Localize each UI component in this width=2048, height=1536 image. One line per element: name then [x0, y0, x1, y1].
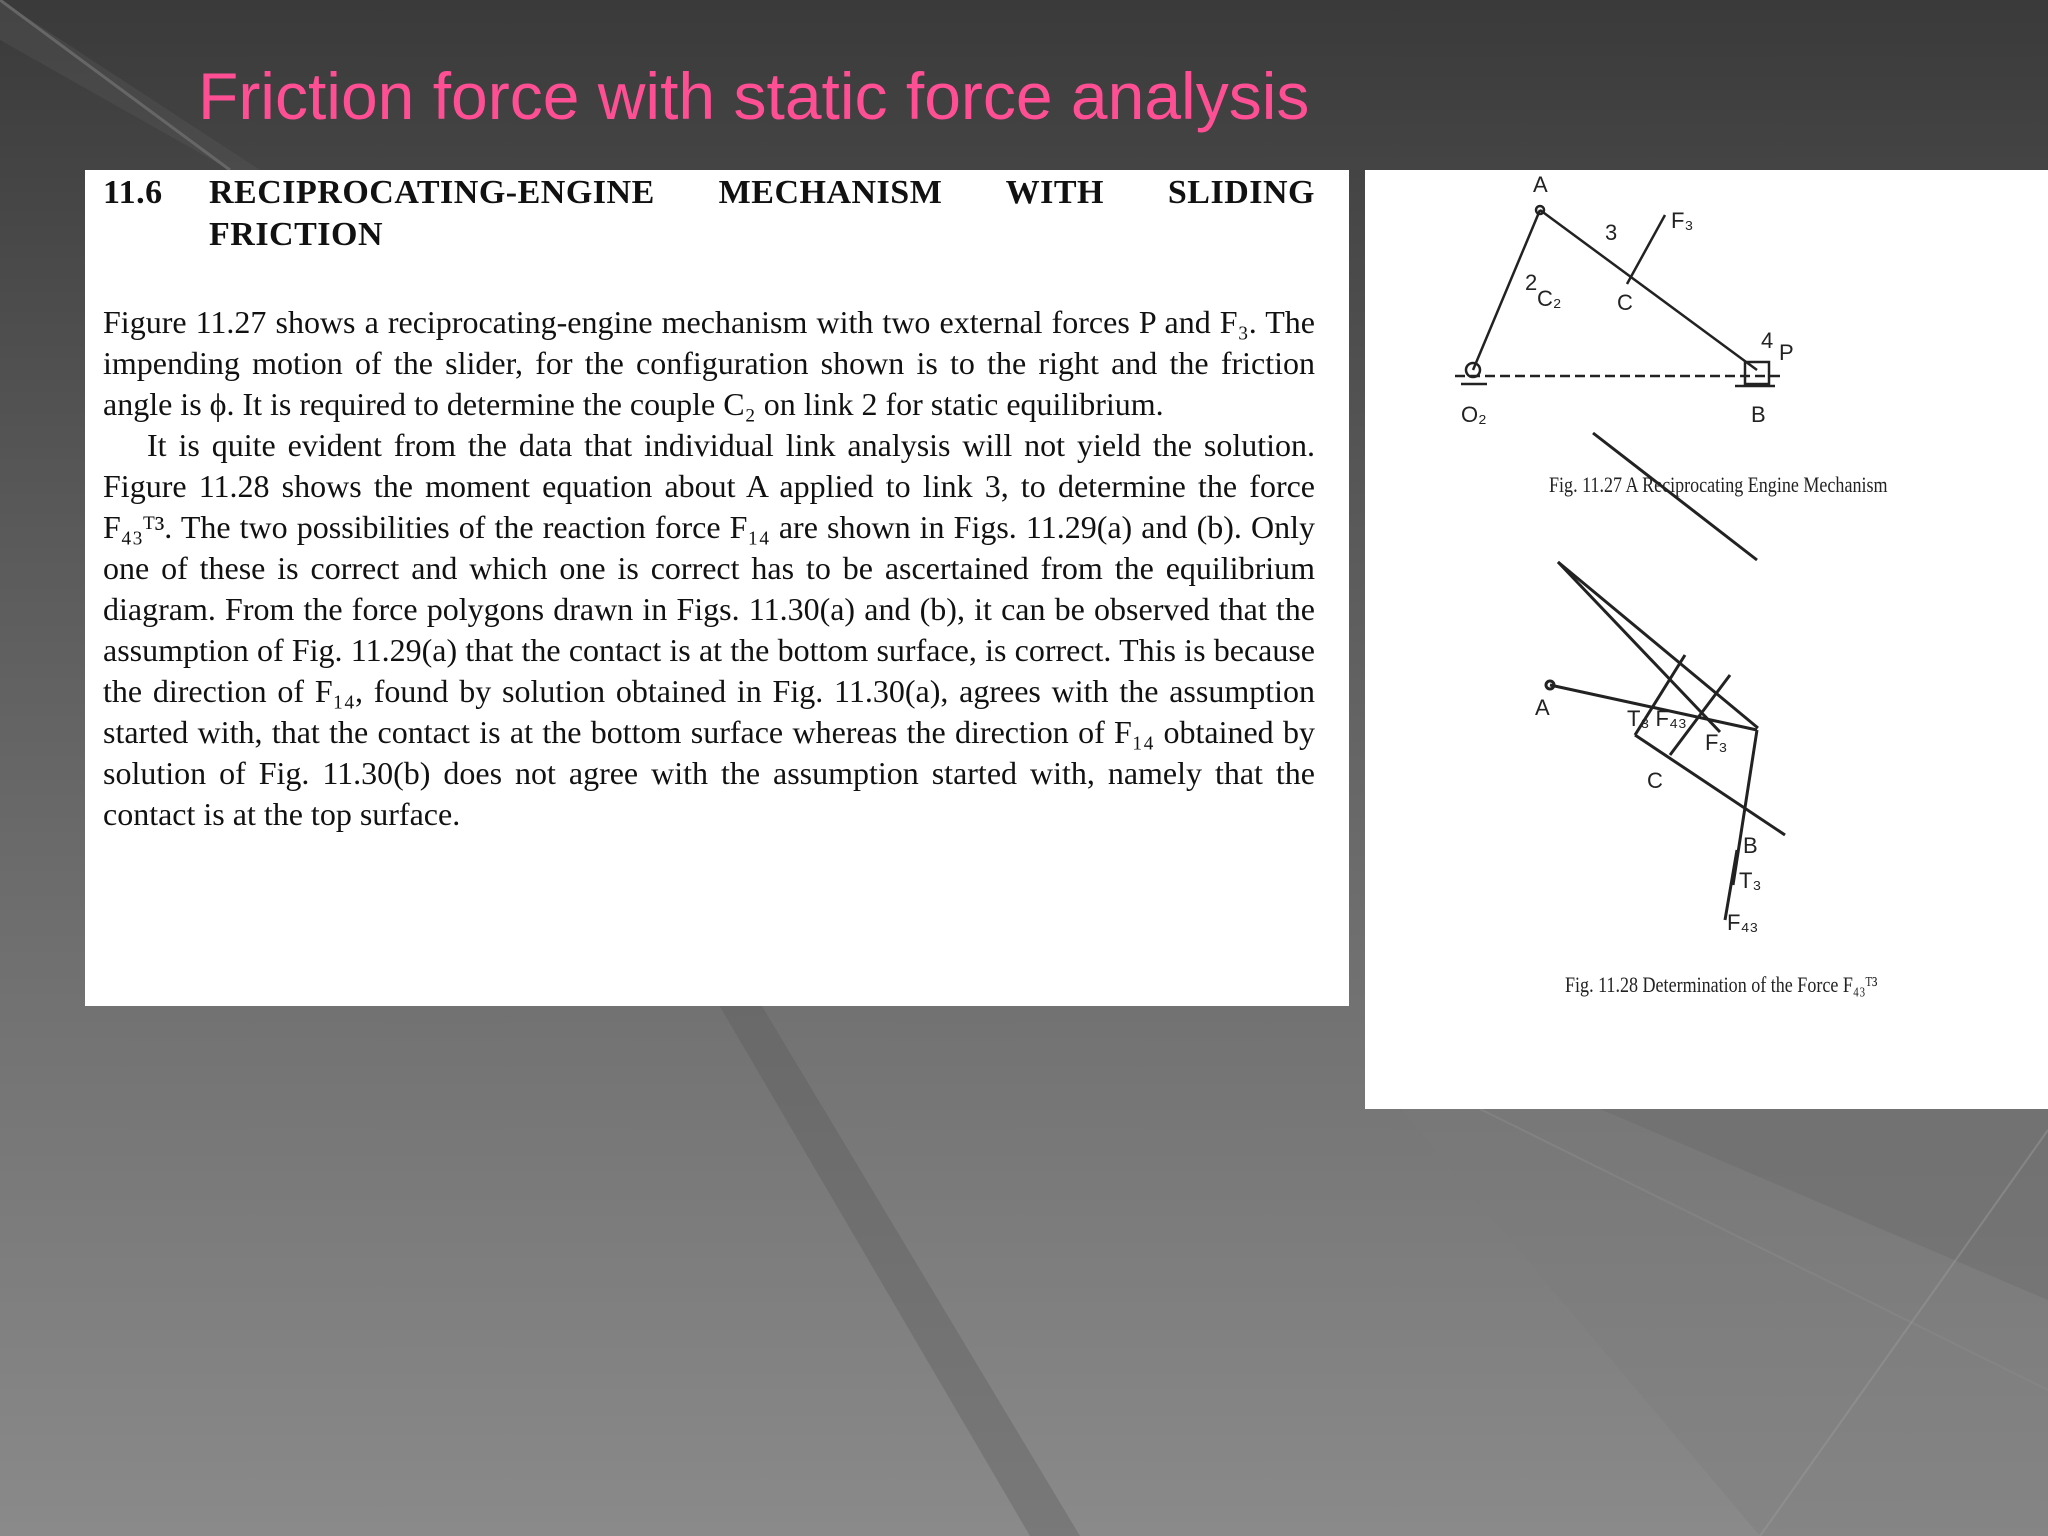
figure-11-27-caption: Fig. 11.27 A Reciprocating Engine Mechanism: [1549, 472, 1888, 497]
section-heading: [103, 172, 1315, 256]
fig1-label-c2: C₂: [1537, 286, 1562, 311]
figure-11-28-caption: Fig. 11.28 Determination of the Force F₄₃ᵀ³: [1565, 972, 1878, 997]
section-number: 11.6: [103, 174, 163, 211]
figure-panel: [1365, 170, 2048, 1109]
fig1-label-o2: O₂: [1461, 402, 1487, 427]
base-line: [1558, 562, 1758, 728]
fig2-label-f3: F₃: [1705, 730, 1728, 755]
fig2-label-t3: T₃: [1739, 868, 1762, 893]
fig2-label-f43: F₄₃: [1727, 910, 1759, 935]
fig1-label-c: C: [1617, 290, 1633, 315]
fig1-label-b: B: [1751, 402, 1766, 427]
text-panel: [85, 170, 1349, 1006]
fig1-label-f3: F₃: [1671, 208, 1694, 233]
fig1-label-p: P: [1779, 340, 1794, 365]
fig2-label-b: B: [1743, 833, 1758, 858]
force-f3-arrow: [1627, 215, 1665, 284]
mechanism-figures: [1365, 170, 2048, 1109]
fig2-label-a: A: [1535, 695, 1550, 720]
fig1-label-a: A: [1533, 172, 1548, 197]
fig2-label-c: C: [1647, 768, 1663, 793]
link-3: [1540, 210, 1757, 370]
fig1-label-link2: 2: [1525, 270, 1538, 295]
fig1-label-link3: 3: [1605, 220, 1618, 245]
fig1-label-link4: 4: [1761, 328, 1774, 353]
section-title: RECIPROCATING-ENGINE MECHANISM WITH SLIDING FRICTION: [209, 174, 1315, 253]
paragraph-1: Figure 11.27 shows a reciprocating-engine mechanism with two external forces P and F₃. The impending motion of the slider, for the configuration shown is to the right and the friction angle is ϕ. It is required to determine the couple C₂ on link 2 for static equilibrium.: [103, 304, 1315, 422]
slide-title: Friction force with static force analysis: [198, 59, 1310, 133]
fig2-label-t3f43-mid: T₃ F₄₃: [1627, 706, 1687, 731]
paragraph-2: It is quite evident from the data that individual link analysis will not yield the solution. Figure 11.28 shows the moment equation about A applied to link 3, to determine the force F₄₃ᵀ³. The two possibilities of the reaction force F₁₄ are shown in Figs. 11.29(a) and (b). Only one of these is correct and which one is correct has to be ascertained from the equilibrium diagram. From the force polygons drawn in Figs. 11.30(a) and (b), it can be observed that the assumption of Fig. 11.29(a) that the contact is at the bottom surface, is correct. This is because the direction of F₁₄, found by solution obtained in Fig. 11.30(a), agrees with the assumption started with, that the contact is at the bottom surface whereas the direction of F₁₄ obtained by solution of Fig. 11.30(b) does not agree with the assumption started with, namely that the contact is at the top surface.: [103, 427, 1315, 832]
